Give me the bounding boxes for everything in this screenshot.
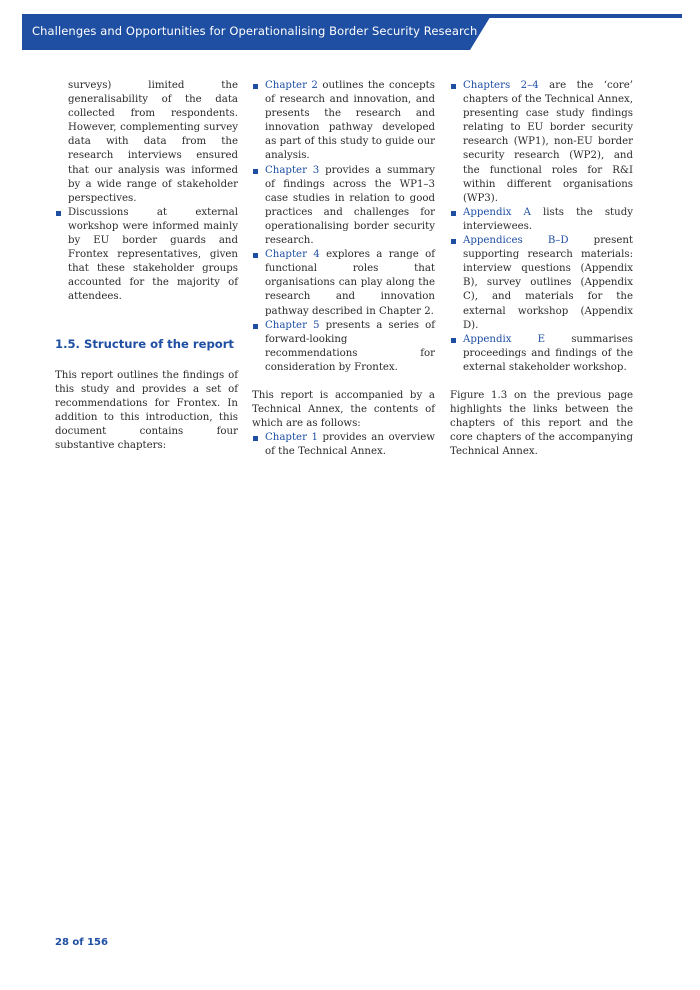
square-bullet-icon [253, 84, 258, 89]
running-header-title: Challenges and Opportunities for Operationalising Border Security Research [32, 24, 478, 38]
list-item [450, 79, 633, 206]
bullet-text: provides an overview of the Technical Annex. [265, 432, 436, 458]
bullet-text: presents a series of forward-looking recommendations for consideration by Frontex. [265, 319, 435, 373]
bullet-list-annex-contents [450, 79, 633, 375]
square-bullet-icon [56, 211, 61, 216]
list-item [252, 319, 435, 375]
square-bullet-icon [451, 84, 456, 89]
appendix-link[interactable]: Appendices B–D [463, 235, 569, 247]
chapter-link[interactable]: Chapter 5 [265, 319, 320, 331]
section-heading: 1.5. Structure of the report [55, 336, 234, 351]
page-number: 28 of 156 [55, 937, 108, 948]
bullet-list-methods [55, 206, 238, 305]
chapter-link[interactable]: Chapter 1 [265, 432, 318, 444]
list-item [252, 79, 435, 164]
bullet-text: summarises proceedings and findings of the external stakeholder workshop. [463, 333, 633, 373]
bullet-text: outlines the concepts of research and innovation, and presents the research and innovation pathway developed as part of this study to guide our analysis. [265, 80, 435, 162]
intro-paragraph: This report outlines the findings of this study and provides a set of recommendations for Frontex. In addition to this introduction, this document contains four substantive chapters: [55, 369, 238, 452]
bullet-list-annex [252, 431, 435, 459]
bullet-text: explores a range of functional roles that organisations can play along the research and innovation pathway described in Chapter 2. [265, 249, 435, 317]
square-bullet-icon [253, 324, 258, 329]
chapter-link[interactable]: Chapters 2–4 [463, 80, 539, 91]
list-item [450, 206, 633, 234]
figure-reference-paragraph: Figure 1.3 on the previous page highlights the links between the chapters of this report and the core chapters of the accompanying Technical Annex. [450, 389, 633, 458]
bullet-text: Discussions at external workshop were informed mainly by EU border guards and Frontex representatives, given that these stakeholder groups accounted for the majority of attendees. [68, 206, 238, 303]
column-1 [55, 79, 238, 453]
bullet-text: present supporting research materials: interview questions (Appendix B), survey outlines (Appendix C), and materials for the external workshop (Appendix D). [463, 235, 634, 331]
square-bullet-icon [451, 239, 456, 244]
continued-paragraph: surveys) limited the generalisability of the data collected from respondents. However, complementing survey data with data from the research interviews ensured that our analysis was informed by a wide range of stakeholder perspectives. [68, 80, 238, 204]
square-bullet-icon [253, 253, 258, 258]
square-bullet-icon [253, 169, 258, 174]
list-item [450, 234, 633, 333]
bullet-text: lists the study interviewees. [463, 206, 633, 232]
list-item [55, 206, 238, 305]
square-bullet-icon [451, 211, 456, 216]
list-item [252, 164, 435, 249]
bullet-text: provides a summary of findings across the WP1–3 case studies in relation to good practices and challenges for operationalising border security research. [265, 164, 435, 247]
chapter-link[interactable]: Chapter 3 [265, 164, 320, 176]
chapter-link[interactable]: Chapter 4 [265, 249, 320, 261]
annex-paragraph: This report is accompanied by a Technical Annex, the contents of which are as follows: [252, 389, 435, 430]
square-bullet-icon [451, 338, 456, 343]
column-3 [450, 79, 633, 459]
appendix-link[interactable]: Appendix A [463, 206, 531, 218]
list-item [450, 333, 633, 375]
square-bullet-icon [253, 436, 258, 441]
chapter-link[interactable]: Chapter 2 [265, 80, 318, 91]
bullet-list-report-chapters [252, 79, 435, 375]
column-2 [252, 79, 435, 459]
appendix-link[interactable]: Appendix E [463, 333, 546, 345]
list-item [252, 248, 435, 318]
bullet-text: are the ‘core’ chapters of the Technical Annex, presenting case study findings relating to EU border security research (WP1), non-EU border security research (WP2), and the functional roles for R&I within different organisations (WP3). [463, 80, 633, 204]
list-item [252, 431, 435, 459]
